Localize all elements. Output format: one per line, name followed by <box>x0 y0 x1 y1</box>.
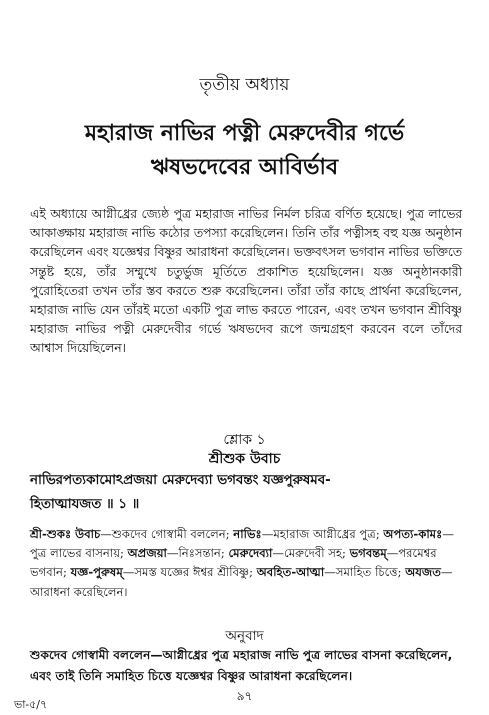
verse-speaker: শ্রীশুক উবাচ <box>208 451 281 467</box>
synonym-term: অপত্য-কামঃ <box>383 527 443 541</box>
synonym-entry: ভগবন্তম্—পরমেশ্বর ভগবান; <box>30 546 437 580</box>
page-number: ৯৭ <box>236 689 253 703</box>
synonym-meaning: শুকদেব গোস্বামী বললেন; <box>111 527 230 541</box>
footer-signature-code: ভা-৫/৭ <box>14 698 48 711</box>
chapter-title-line-1: মহারাজ নাভির পত্নী মেরুদেবীর গর্ভে <box>84 121 405 146</box>
chapter-summary: এই অধ্যায়ে আগ্নীধ্রের জ্যেষ্ঠ পুত্র মহারাজ নাভির নির্মল চরিত্র বর্ণিত হয়েছে। পুত্র লাভের আকাঙ্ক্ষায় মহারাজ নাভি কঠোর তপস্যা করেছিলেন। তিনি তাঁর পত্নীসহ বহু যজ্ঞ অনুষ্ঠান করেছিলেন এবং যজ্ঞেশ্বর বিষ্ণুর আরাধনা করেছিলেন। ভক্তবৎসল ভগবান নাভির ভক্তিতে সন্তুষ্ট হয়ে, তাঁর সম্মুখে চতুর্ভুজ মূর্তিতে প্রকাশিত হয়েছিলেন। যজ্ঞ অনুষ্ঠানকারী পুরোহিতেরা তখন তাঁর স্তব করতে শুরু করেছিলেন। তাঁরা তাঁর কাছে প্রার্থনা করেছিলেন, মহারাজ নাভি যেন তাঁরই মতো একটি পুত্র লাভ করতে পারেন, এবং তখন ভগবান শ্রীবিষ্ণু মহারাজ নাভির পত্নী মেরুদেবীর গর্ভে ঋষভদেব রূপে জন্মগ্রহণ করবেন বলে তাঁদের আশ্বাস দিয়েছিলেন। <box>30 207 462 356</box>
synonym-term: নাভিঃ <box>233 527 262 541</box>
synonym-term: শ্রী-শুকঃ উবাচ <box>30 527 101 541</box>
synonym-meaning: সমাহিত চিত্তে; <box>335 565 402 580</box>
translation-text: শুকদেব গোস্বামী বললেন—আগ্নীধ্রের পুত্র মহারাজ নাভি পুত্র লাভের বাসনা করেছিলেন, এবং তাই তিনি সমাহিত চিত্তে যজ্ঞেশ্বর বিষ্ণুর আরাধনা করেছিলেন। <box>30 648 453 683</box>
synonym-entry: মেরুদেব্যা—মেরুদেবী সহ; <box>228 546 346 561</box>
synonym-term: ভগবন্তম্ <box>349 546 387 561</box>
synonyms-block <box>30 525 462 602</box>
synonym-term: মেরুদেব্যা <box>228 546 273 561</box>
synonym-entry: অপ্রজয়া—নিঃসন্তান; <box>127 546 225 561</box>
synonym-meaning: পরমেশ্বর ভগবান; <box>30 546 437 580</box>
verse-number: শ্লোক ১ <box>223 432 266 448</box>
synonym-meaning: মহারাজ আগ্নীধ্রের পুত্র; <box>273 527 380 541</box>
verse-line-1: নাভিরপত্যকামোঽপ্রজয়া মেরুদেব্যা ভগবন্তং যজ্ঞপুরুষমব- <box>30 473 331 488</box>
synonym-entry: অযজত—আরাধনা করেছিলেন। <box>30 565 453 599</box>
translation-heading: অনুবাদ <box>225 628 264 644</box>
synonym-entry: শ্রী-শুকঃ উবাচ—শুকদেব গোস্বামী বললেন; <box>30 527 230 541</box>
chapter-heading: তৃতীয় অধ্যায় <box>199 75 290 95</box>
synonym-meaning: মেরুদেবী সহ; <box>284 546 346 561</box>
synonym-term: অবহিত-আত্মা <box>256 565 325 580</box>
chapter-title-line-2: ঋষভদেবের আবির্ভাব <box>150 155 339 180</box>
synonym-entry: অবহিত-আত্মা—সমাহিত চিত্তে; <box>256 565 402 580</box>
synonym-meaning: সমস্ত যজ্ঞের ঈশ্বর শ্রীবিষ্ণু; <box>134 565 254 580</box>
synonym-meaning: আরাধনা করেছিলেন। <box>30 584 128 599</box>
synonym-entry: অপত্য-কামঃ—পুত্র লাভের বাসনায়; <box>30 527 454 561</box>
synonym-term: যজ্ঞ-পুরুষম্ <box>70 565 123 580</box>
synonym-entry: নাভিঃ—মহারাজ আগ্নীধ্রের পুত্র; <box>233 527 380 541</box>
synonym-entry: যজ্ঞ-পুরুষম্—সমস্ত যজ্ঞের ঈশ্বর শ্রীবিষ্ণু; <box>70 565 254 580</box>
synonym-term: অযজত <box>405 565 441 580</box>
synonym-term: অপ্রজয়া <box>127 546 167 561</box>
synonym-meaning: পুত্র লাভের বাসনায়; <box>30 546 124 561</box>
verse-line-2: হিতাত্মাযজত ॥ ১ ॥ <box>30 497 140 512</box>
synonym-meaning: নিঃসন্তান; <box>178 546 225 561</box>
